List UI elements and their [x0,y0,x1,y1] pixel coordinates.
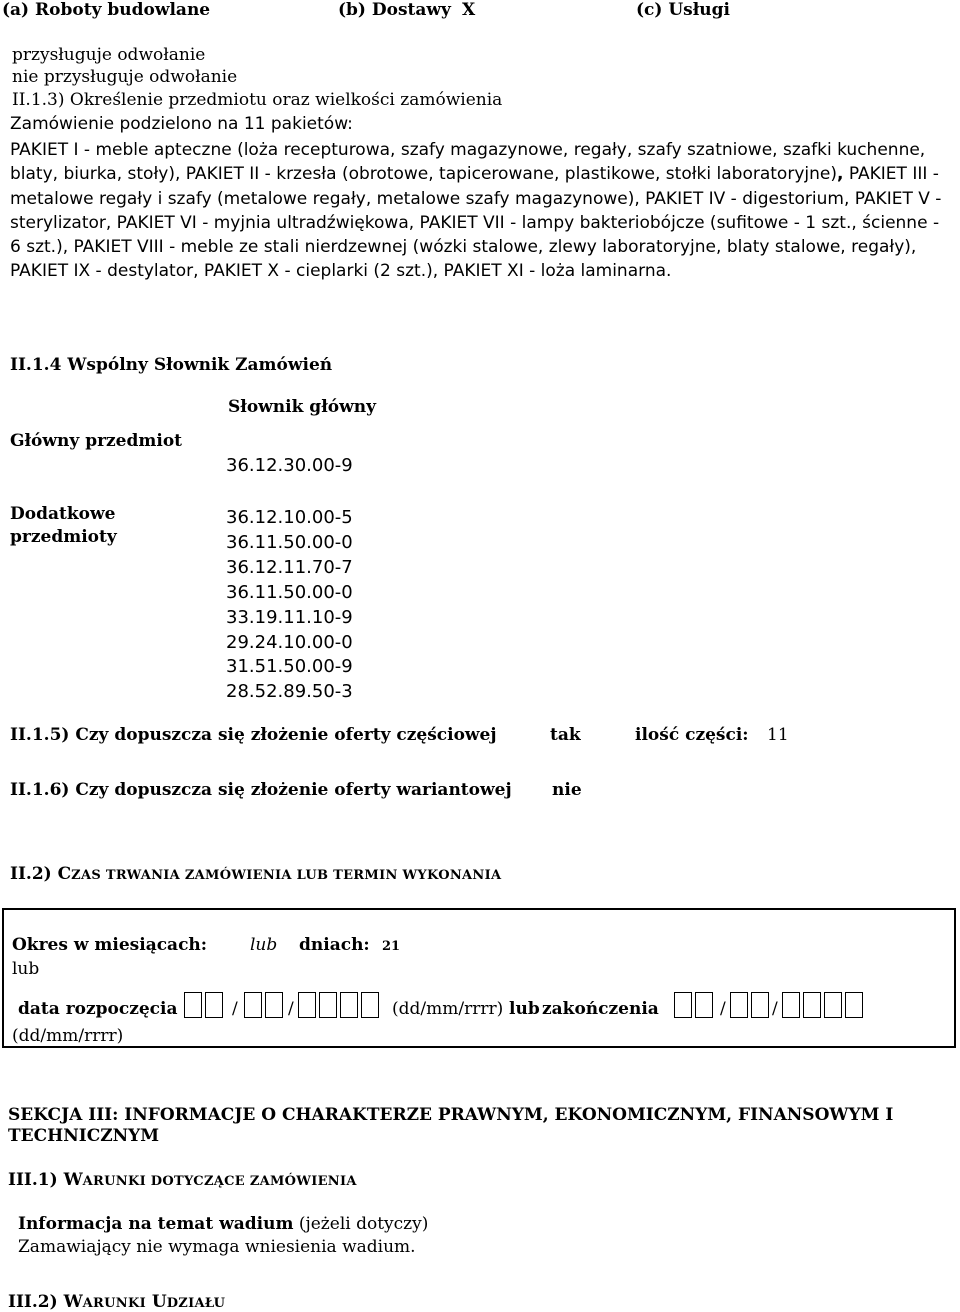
type-works: (a) Roboty budowlane [2,0,211,20]
section-32-initial-2: U [151,1292,167,1312]
section-214-heading: II.1.4 Wspólny Słownik Zamówień [10,355,333,375]
section-31-heading [8,1170,357,1190]
cpv-main-label: Główny przedmiot [10,431,183,451]
digit-box[interactable] [205,992,223,1018]
section-32-number: III.2) [8,1292,58,1312]
cpv-extra-label-1: Dodatkowe [10,504,116,524]
partial-offer-answer: tak [550,725,581,745]
section-31-title: ARUNKI DOTYCZĄCE ZAMÓWIENIA [82,1174,357,1189]
or-label: lub [12,959,40,979]
digit-box[interactable] [319,992,337,1018]
section-31-number: III.1) [8,1170,58,1190]
digit-box[interactable] [244,992,262,1018]
start-date-label: data rozpoczęcia [18,999,178,1019]
section-32-initial-1: W [63,1292,83,1312]
start-year-field[interactable] [298,992,382,1018]
wadium-note: (jeżeli dotyczy) [298,1214,429,1234]
digit-box[interactable] [298,992,316,1018]
type-supplies-mark: X [462,0,476,20]
cpv-main-code: 36.12.30.00-9 [226,455,353,476]
type-services: (c) Usługi [636,0,730,20]
digit-box[interactable] [824,992,842,1018]
date-separator: / [720,999,726,1019]
end-month-field[interactable] [730,992,772,1018]
section-3-heading: SEKCJA III: INFORMACJE O CHARAKTERZE PRAWNYM, EKONOMICZNYM, FINANSOWYM I TECHNICZNYM [8,1105,894,1146]
cpv-code: 31.51.50.00-9 [226,656,353,678]
digit-box[interactable] [751,992,769,1018]
digit-box[interactable] [782,992,800,1018]
end-year-field[interactable] [782,992,866,1018]
date-separator: / [288,999,294,1019]
packages-text-a: PAKIET I - meble apteczne (loża recepturowa, szafy magazynowe, regały, szafy szatniowe, szafki kuchenne, blaty, biurka, stoły), PAKIET II - krzesła (obrotowe, tapicerowane, plastikowe, stołki laboratoryjne) [10,140,926,185]
type-supplies: (b) Dostawy [338,0,451,20]
section-22-number: II.2) [10,864,52,884]
section-213-heading: II.1.3) Określenie przedmiotu oraz wielkości zamówienia [12,90,503,110]
end-day-field[interactable] [674,992,716,1018]
cpv-code: 29.24.10.00-0 [226,631,353,653]
days-value: 21 [382,939,401,954]
section-22-title: ZAS TRWANIA ZAMÓWIENIA LUB TERMIN WYKONANIA [71,868,502,883]
digit-box[interactable] [803,992,821,1018]
date-separator: / [772,999,778,1019]
cpv-code: 36.12.10.00-5 [226,507,353,528]
section-213-intro: Zamówienie podzielono na 11 pakietów: [10,114,353,134]
days-label: dniach: [299,935,370,955]
cpv-extra-label-2: przedmioty [10,527,117,547]
digit-box[interactable] [695,992,713,1018]
wadium-line [18,1214,428,1234]
or-label: lub [509,999,540,1019]
parts-count-label: ilość części: [635,725,749,745]
date-format-hint: (dd/mm/rrrr) [12,1026,124,1046]
start-date-field[interactable] [184,992,226,1018]
cpv-column-header: Słownik główny [228,397,376,417]
parts-count-value: 11 [767,725,789,745]
section-32-title-1: ARUNKI [82,1296,146,1311]
cpv-extra-codes [226,506,353,705]
variant-offer-answer: nie [552,780,582,800]
packages-text-b: PAKIET III - metalowe regały i szafy (metalowe regały, metalowe szafy magazynowe), PAKIET IV - digestorium, PAKIET V - sterylizator, PAKIET VI - myjnia ultradźwiękowa, PAKIET VII - lampy bakteriobójcze (sufitowe - 1 szt., ścienne - 6 szt.), PAKIET VIII - meble ze stali nierdzewnej (wózki stalowe, zlewy laboratoryjne, blaty stalowe, regały), PAKIET IX - destylator, PAKIET X - cieplarki (2 szt.), PAKIET XI - loża laminarna. [10,164,942,282]
digit-box[interactable] [361,992,379,1018]
appeal-no: nie przysługuje odwołanie [12,67,238,87]
digit-box[interactable] [674,992,692,1018]
section-22-initial: C [57,864,72,884]
section-32-title-2: DZIAŁU [166,1296,226,1311]
or-label: lub [250,935,278,955]
wadium-text: Zamawiający nie wymaga wniesienia wadium. [18,1237,416,1257]
digit-box[interactable] [340,992,358,1018]
duration-box [2,908,956,1048]
end-date-label: zakończenia [542,999,659,1019]
digit-box[interactable] [184,992,202,1018]
wadium-label: Informacja na temat wadium [18,1214,294,1234]
cpv-code: 28.52.89.50-3 [226,681,353,703]
cpv-code: 33.19.11.10-9 [226,606,353,628]
date-separator: / [232,999,238,1019]
date-format-hint: (dd/mm/rrrr) [392,999,504,1019]
start-month-field[interactable] [244,992,286,1018]
section-31-initial: W [63,1170,83,1190]
cpv-code: 36.11.50.00-0 [226,531,353,553]
section-213-body [10,138,952,284]
section-22-heading [10,864,501,884]
variant-offer-label: II.1.6) Czy dopuszcza się złożenie oferty wariantowej [10,780,512,800]
months-label: Okres w miesiącach: [12,935,208,955]
packages-comma: , [836,164,844,185]
cpv-code: 36.11.50.00-0 [226,581,353,603]
digit-box[interactable] [730,992,748,1018]
section-32-heading [8,1292,225,1312]
digit-box[interactable] [845,992,863,1018]
partial-offer-label: II.1.5) Czy dopuszcza się złożenie oferty częściowej [10,725,497,745]
appeal-yes: przysługuje odwołanie [12,45,206,65]
digit-box[interactable] [265,992,283,1018]
cpv-code: 36.12.11.70-7 [226,556,353,578]
